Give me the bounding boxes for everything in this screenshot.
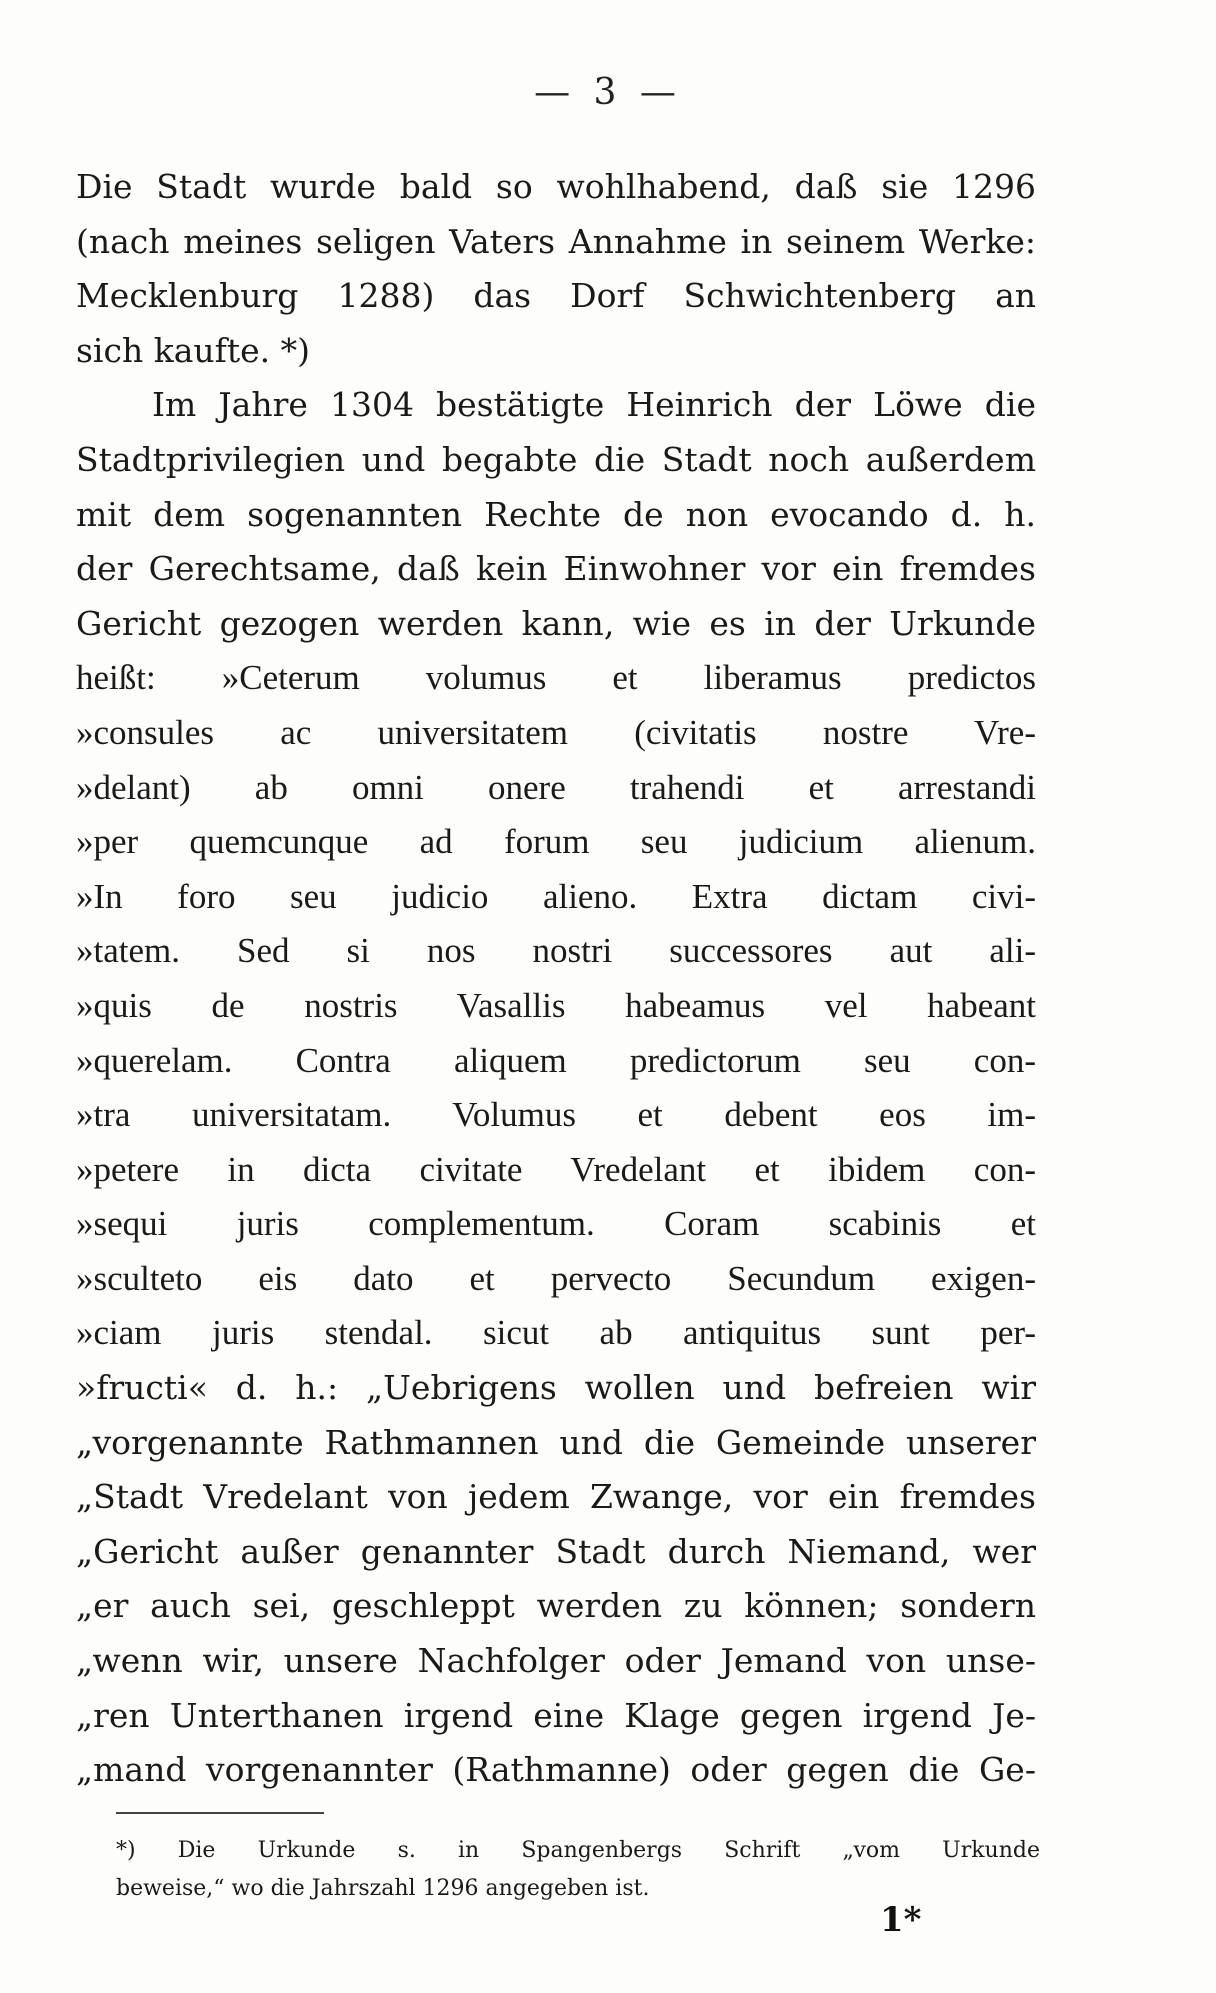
text-line: Gericht gezogen werden kann, wie es in der Urkunde xyxy=(76,603,1036,643)
body-text xyxy=(76,160,1036,1798)
text-line: „Gericht außer genannter Stadt durch Niemand, wer xyxy=(76,1531,1036,1571)
text-line: »In foro seu judicio alieno. Extra dictam civi- xyxy=(76,876,1036,916)
text-line: »sequi juris complementum. Coram scabinis et xyxy=(76,1204,1036,1244)
footnote-line: beweise,“ wo die Jahrszahl 1296 angegeben ist. xyxy=(116,1876,650,1901)
text-line: der Gerechtsame, daß kein Einwohner vor ein fremdes xyxy=(76,549,1036,589)
text-line: »ciam juris stendal. sicut ab antiquitus sunt per- xyxy=(76,1313,1036,1353)
text-line: sich kaufte. *) xyxy=(76,330,310,370)
text-line: »fructi« d. h.: „Uebrigens wollen und befreien wir xyxy=(76,1368,1036,1408)
text-line: „wenn wir, unsere Nachfolger oder Jemand von unse- xyxy=(76,1641,1036,1681)
text-line: „Stadt Vredelant von jedem Zwange, vor ein fremdes xyxy=(76,1477,1036,1517)
text-line: Die Stadt wurde bald so wohlhabend, daß sie 1296 xyxy=(76,167,1036,206)
text-line: „er auch sei, geschleppt werden zu können; sondern xyxy=(76,1586,1036,1626)
text-line: mit dem sogenannten Rechte de non evocando d. h. xyxy=(76,494,1036,534)
text-line: »tatem. Sed si nos nostri successores aut ali- xyxy=(76,931,1036,971)
text-line: Stadtprivilegien und begabte die Stadt noch außerdem xyxy=(76,439,1036,479)
footnotes xyxy=(116,1832,1040,1908)
text-line: Im Jahre 1304 bestätigte Heinrich der Löwe die xyxy=(152,385,1036,425)
text-line: heißt: »Ceterum volumus et liberamus predictos xyxy=(76,658,1036,698)
signature-mark: 1* xyxy=(880,1900,922,1940)
footnote-line: *) Die Urkunde s. in Spangenbergs Schrift „vom Urkunde xyxy=(116,1838,1040,1863)
text-line: „mand vorgenannter (Rathmanne) oder gegen die Ge- xyxy=(76,1750,1036,1790)
text-line: Mecklenburg 1288) das Dorf Schwichtenberg an xyxy=(76,276,1036,316)
text-line: (nach meines seligen Vaters Annahme in seinem Werke: xyxy=(76,221,1036,261)
text-line: „ren Unterthanen irgend eine Klage gegen irgend Je- xyxy=(76,1695,1036,1735)
text-line: „vorgenannte Rathmannen und die Gemeinde unserer xyxy=(76,1422,1036,1462)
text-line: »tra universitatam. Volumus et debent eos im- xyxy=(76,1095,1036,1135)
text-line: »sculteto eis dato et pervecto Secundum exigen- xyxy=(76,1258,1036,1298)
footnote-divider xyxy=(116,1812,324,1814)
text-line: »per quemcunque ad forum seu judicium alienum. xyxy=(76,822,1036,862)
text-line: »querelam. Contra aliquem predictorum seu con- xyxy=(76,1040,1036,1080)
text-line: »consules ac universitatem (civitatis nostre Vre- xyxy=(76,712,1036,752)
page-number: — 3 — xyxy=(534,72,682,113)
text-line: »petere in dicta civitate Vredelant et ibidem con- xyxy=(76,1149,1036,1189)
text-line: »delant) ab omni onere trahendi et arrestandi xyxy=(76,767,1036,807)
text-line: »quis de nostris Vasallis habeamus vel habeant xyxy=(76,985,1036,1025)
